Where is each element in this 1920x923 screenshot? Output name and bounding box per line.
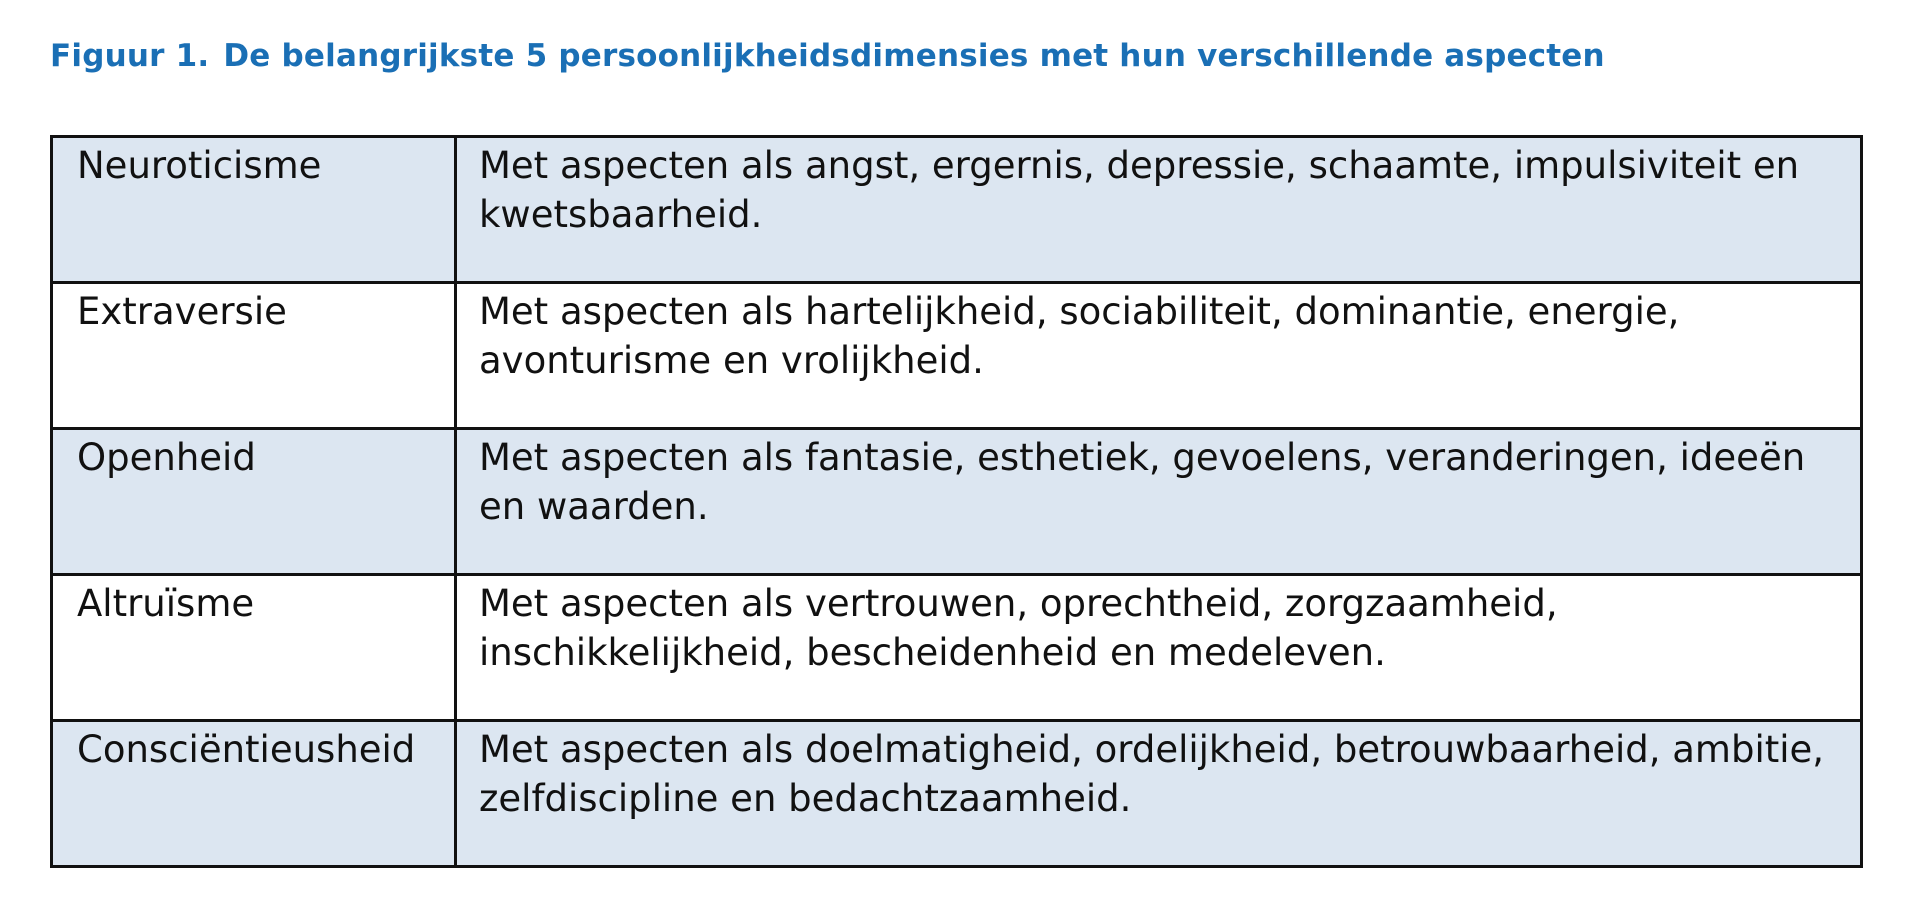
figure-title [50,38,1605,74]
dimension-name: Openheid [52,429,456,575]
dimension-description: Met aspecten als fantasie, esthetiek, gevoelens, veranderingen, ideeën en waarden. [456,429,1862,575]
dimension-description: Met aspecten als doelmatigheid, ordelijkheid, betrouwbaarheid, ambitie, zelfdiscipline en bedachtzaamheid. [456,721,1862,867]
dimension-name: Consciëntieusheid [52,721,456,867]
figure-caption: De belangrijkste 5 persoonlijkheidsdimensies met hun verschillende aspecten [223,38,1605,74]
figure-number: Figuur 1. [50,38,210,74]
table-row [52,429,1862,575]
personality-dimensions-table [50,135,1863,868]
dimension-description: Met aspecten als angst, ergernis, depressie, schaamte, impulsiviteit en kwetsbaarheid. [456,137,1862,283]
table-row [52,283,1862,429]
dimension-name: Altruïsme [52,575,456,721]
table-row [52,137,1862,283]
table-row [52,575,1862,721]
table-row [52,721,1862,867]
dimension-description: Met aspecten als hartelijkheid, sociabiliteit, dominantie, energie, avonturisme en vrolijkheid. [456,283,1862,429]
dimension-description: Met aspecten als vertrouwen, oprechtheid, zorgzaamheid, inschikkelijkheid, bescheidenheid en medeleven. [456,575,1862,721]
dimension-name: Neuroticisme [52,137,456,283]
dimension-name: Extraversie [52,283,456,429]
